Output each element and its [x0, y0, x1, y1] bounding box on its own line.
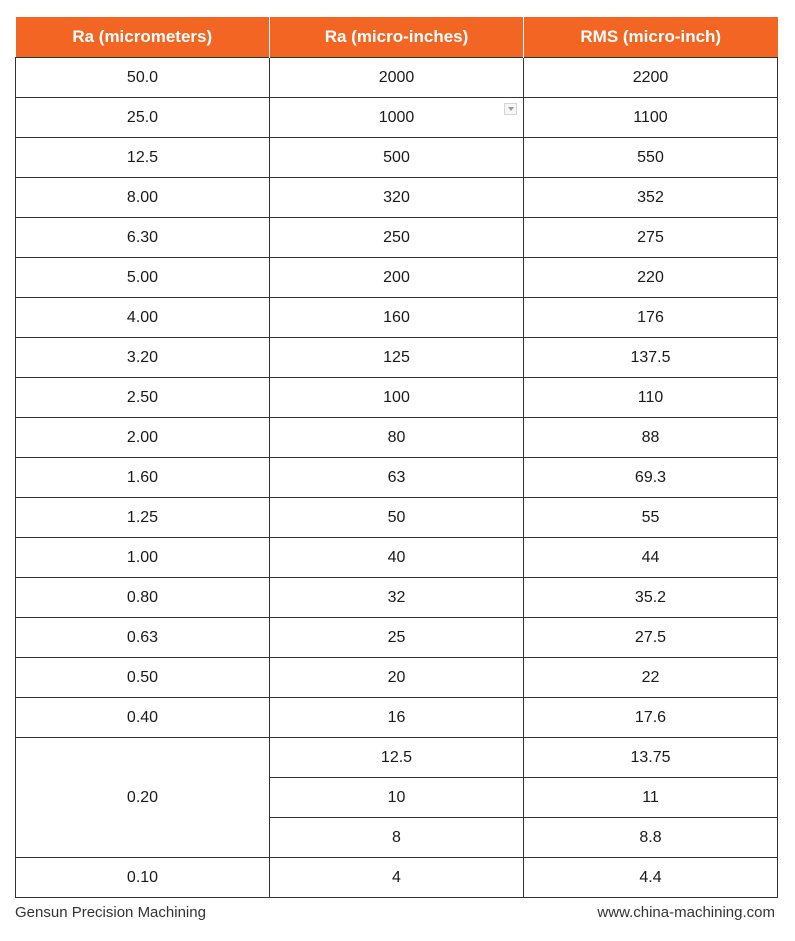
cell-ra-microinches: 50 — [270, 498, 524, 538]
cell-ra-micrometers: 50.0 — [16, 58, 270, 98]
table-row — [16, 498, 778, 538]
header-rms-microinch: RMS (micro-inch) — [524, 17, 778, 58]
cell-ra-microinches: 12.5 — [270, 738, 524, 778]
cell-ra-micrometers: 0.10 — [16, 858, 270, 898]
cell-ra-microinches: 250 — [270, 218, 524, 258]
table-row — [16, 58, 778, 98]
table-row — [16, 618, 778, 658]
cell-rms-microinch: 13.75 — [524, 738, 778, 778]
dropdown-arrow-icon[interactable] — [504, 103, 517, 115]
cell-ra-micrometers: 1.60 — [16, 458, 270, 498]
cell-rms-microinch: 27.5 — [524, 618, 778, 658]
cell-rms-microinch: 176 — [524, 298, 778, 338]
table-row — [16, 418, 778, 458]
table-row — [16, 258, 778, 298]
cell-rms-microinch: 69.3 — [524, 458, 778, 498]
cell-ra-micrometers: 0.63 — [16, 618, 270, 658]
cell-ra-micrometers: 2.50 — [16, 378, 270, 418]
table-row — [16, 178, 778, 218]
table-row — [16, 218, 778, 258]
table-row — [16, 578, 778, 618]
cell-ra-micrometers: 12.5 — [16, 138, 270, 178]
cell-ra-micrometers: 0.50 — [16, 658, 270, 698]
cell-rms-microinch: 137.5 — [524, 338, 778, 378]
cell-ra-micrometers: 6.30 — [16, 218, 270, 258]
cell-ra-microinches: 500 — [270, 138, 524, 178]
cell-rms-microinch: 4.4 — [524, 858, 778, 898]
cell-ra-micrometers-merged: 0.20 — [16, 738, 270, 858]
cell-ra-microinches: 16 — [270, 698, 524, 738]
table-row — [16, 538, 778, 578]
cell-ra-microinches: 32 — [270, 578, 524, 618]
table-row — [16, 98, 778, 138]
cell-ra-micrometers: 0.80 — [16, 578, 270, 618]
cell-rms-microinch: 352 — [524, 178, 778, 218]
footer-company-name: Gensun Precision Machining — [15, 904, 206, 921]
cell-rms-microinch: 110 — [524, 378, 778, 418]
cell-ra-microinches: 25 — [270, 618, 524, 658]
cell-rms-microinch: 44 — [524, 538, 778, 578]
cell-rms-microinch: 1100 — [524, 98, 778, 138]
header-ra-microinches: Ra (micro-inches) — [270, 17, 524, 58]
cell-ra-microinches: 2000 — [270, 58, 524, 98]
table-header-row — [16, 17, 778, 58]
table-row — [16, 298, 778, 338]
cell-ra-microinches: 1000 — [270, 98, 524, 138]
cell-rms-microinch: 17.6 — [524, 698, 778, 738]
table-row — [16, 658, 778, 698]
cell-rms-microinch: 11 — [524, 778, 778, 818]
cell-ra-micrometers: 2.00 — [16, 418, 270, 458]
header-ra-micrometers: Ra (micrometers) — [16, 17, 270, 58]
cell-rms-microinch: 35.2 — [524, 578, 778, 618]
cell-ra-microinches: 20 — [270, 658, 524, 698]
cell-ra-micrometers: 1.00 — [16, 538, 270, 578]
cell-ra-microinches: 8 — [270, 818, 524, 858]
table-row — [16, 458, 778, 498]
cell-rms-microinch: 550 — [524, 138, 778, 178]
cell-rms-microinch: 2200 — [524, 58, 778, 98]
cell-ra-microinches: 100 — [270, 378, 524, 418]
cell-ra-micrometers: 3.20 — [16, 338, 270, 378]
cell-ra-microinches: 80 — [270, 418, 524, 458]
cell-ra-microinches: 10 — [270, 778, 524, 818]
cell-ra-microinches: 40 — [270, 538, 524, 578]
cell-ra-micrometers: 0.40 — [16, 698, 270, 738]
table-row — [16, 698, 778, 738]
cell-ra-micrometers: 1.25 — [16, 498, 270, 538]
cell-ra-microinches: 160 — [270, 298, 524, 338]
cell-ra-microinches: 320 — [270, 178, 524, 218]
table-row — [16, 378, 778, 418]
footer-website: www.china-machining.com — [597, 904, 775, 921]
cell-ra-micrometers: 25.0 — [16, 98, 270, 138]
cell-rms-microinch: 22 — [524, 658, 778, 698]
roughness-conversion-table — [15, 17, 778, 898]
cell-ra-micrometers: 4.00 — [16, 298, 270, 338]
table-row — [16, 738, 778, 778]
cell-rms-microinch: 220 — [524, 258, 778, 298]
table-row — [16, 138, 778, 178]
table-row — [16, 858, 778, 898]
cell-rms-microinch: 88 — [524, 418, 778, 458]
cell-ra-microinches: 200 — [270, 258, 524, 298]
cell-ra-micrometers: 8.00 — [16, 178, 270, 218]
cell-ra-micrometers: 5.00 — [16, 258, 270, 298]
cell-ra-microinches: 125 — [270, 338, 524, 378]
cell-rms-microinch: 55 — [524, 498, 778, 538]
cell-rms-microinch: 8.8 — [524, 818, 778, 858]
cell-ra-microinches: 4 — [270, 858, 524, 898]
cell-ra-microinches: 63 — [270, 458, 524, 498]
table-row — [16, 338, 778, 378]
cell-rms-microinch: 275 — [524, 218, 778, 258]
